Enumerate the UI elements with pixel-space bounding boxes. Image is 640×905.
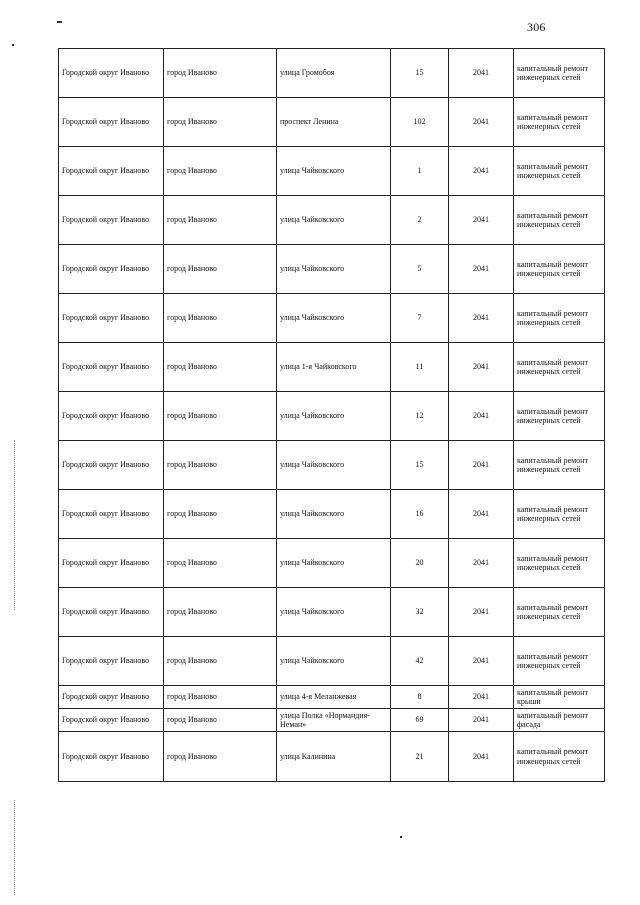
table-row — [59, 686, 605, 709]
street-cell: проспект Ленина — [277, 98, 391, 147]
year-cell: 2041 — [449, 294, 514, 343]
scan-margin-line — [14, 440, 16, 610]
work-type-cell: капитальный ремонт инженерных сетей — [514, 196, 605, 245]
house-number-cell: 1 — [391, 147, 449, 196]
year-cell: 2041 — [449, 441, 514, 490]
city-cell: город Иваново — [164, 490, 277, 539]
table-row — [59, 637, 605, 686]
year-cell: 2041 — [449, 98, 514, 147]
work-type-cell: капитальный ремонт инженерных сетей — [514, 294, 605, 343]
house-number-cell: 7 — [391, 294, 449, 343]
scan-speck — [12, 44, 14, 46]
year-cell: 2041 — [449, 343, 514, 392]
street-cell: улица Чайковского — [277, 441, 391, 490]
work-type-cell: капитальный ремонт инженерных сетей — [514, 147, 605, 196]
scan-speck — [57, 21, 62, 23]
work-type-cell: капитальный ремонт инженерных сетей — [514, 392, 605, 441]
house-number-cell: 5 — [391, 245, 449, 294]
table-row — [59, 709, 605, 732]
year-cell: 2041 — [449, 732, 514, 782]
house-number-cell: 102 — [391, 98, 449, 147]
district-cell: Городской округ Иваново — [59, 294, 164, 343]
street-cell: улица Чайковского — [277, 294, 391, 343]
district-cell: Городской округ Иваново — [59, 637, 164, 686]
street-cell: улица Чайковского — [277, 147, 391, 196]
house-number-cell: 16 — [391, 490, 449, 539]
year-cell: 2041 — [449, 637, 514, 686]
table-row — [59, 490, 605, 539]
work-type-cell: капитальный ремонт инженерных сетей — [514, 490, 605, 539]
city-cell: город Иваново — [164, 343, 277, 392]
year-cell: 2041 — [449, 392, 514, 441]
work-type-cell: капитальный ремонт инженерных сетей — [514, 539, 605, 588]
table-row — [59, 147, 605, 196]
district-cell: Городской округ Иваново — [59, 147, 164, 196]
street-cell: улица Чайковского — [277, 588, 391, 637]
city-cell: город Иваново — [164, 732, 277, 782]
table-row — [59, 294, 605, 343]
district-cell: Городской округ Иваново — [59, 343, 164, 392]
street-cell: улица Чайковского — [277, 637, 391, 686]
work-type-cell: капитальный ремонт инженерных сетей — [514, 343, 605, 392]
street-cell: улица Чайковского — [277, 490, 391, 539]
city-cell: город Иваново — [164, 294, 277, 343]
city-cell: город Иваново — [164, 147, 277, 196]
year-cell: 2041 — [449, 49, 514, 98]
house-number-cell: 15 — [391, 49, 449, 98]
house-number-cell: 15 — [391, 441, 449, 490]
house-number-cell: 8 — [391, 686, 449, 709]
city-cell: город Иваново — [164, 539, 277, 588]
house-number-cell: 69 — [391, 709, 449, 732]
work-type-cell: капитальный ремонт инженерных сетей — [514, 441, 605, 490]
city-cell: город Иваново — [164, 392, 277, 441]
table-row — [59, 343, 605, 392]
city-cell: город Иваново — [164, 637, 277, 686]
street-cell: улица Чайковского — [277, 539, 391, 588]
district-cell: Городской округ Иваново — [59, 709, 164, 732]
work-type-cell: капитальный ремонт инженерных сетей — [514, 49, 605, 98]
scan-margin-line — [14, 800, 16, 895]
table-row — [59, 392, 605, 441]
year-cell: 2041 — [449, 147, 514, 196]
table-row — [59, 732, 605, 782]
house-number-cell: 42 — [391, 637, 449, 686]
city-cell: город Иваново — [164, 245, 277, 294]
district-cell: Городской округ Иваново — [59, 441, 164, 490]
table-row — [59, 588, 605, 637]
city-cell: город Иваново — [164, 49, 277, 98]
year-cell: 2041 — [449, 588, 514, 637]
housing-repair-table — [58, 48, 605, 782]
work-type-cell: капитальный ремонт фасада — [514, 709, 605, 732]
house-number-cell: 21 — [391, 732, 449, 782]
year-cell: 2041 — [449, 196, 514, 245]
city-cell: город Иваново — [164, 686, 277, 709]
year-cell: 2041 — [449, 686, 514, 709]
district-cell: Городской округ Иваново — [59, 732, 164, 782]
street-cell: улица Калинина — [277, 732, 391, 782]
street-cell: улица Громобоя — [277, 49, 391, 98]
house-number-cell: 32 — [391, 588, 449, 637]
work-type-cell: капитальный ремонт инженерных сетей — [514, 732, 605, 782]
table-row — [59, 196, 605, 245]
house-number-cell: 20 — [391, 539, 449, 588]
street-cell: улица Полка «Нормандия-Неман» — [277, 709, 391, 732]
district-cell: Городской округ Иваново — [59, 196, 164, 245]
year-cell: 2041 — [449, 245, 514, 294]
house-number-cell: 12 — [391, 392, 449, 441]
street-cell: улица 1-я Чайковского — [277, 343, 391, 392]
house-number-cell: 2 — [391, 196, 449, 245]
city-cell: город Иваново — [164, 196, 277, 245]
street-cell: улица 4-я Меланжевая — [277, 686, 391, 709]
work-type-cell: капитальный ремонт инженерных сетей — [514, 245, 605, 294]
year-cell: 2041 — [449, 709, 514, 732]
district-cell: Городской округ Иваново — [59, 49, 164, 98]
district-cell: Городской округ Иваново — [59, 98, 164, 147]
district-cell: Городской округ Иваново — [59, 245, 164, 294]
house-number-cell: 11 — [391, 343, 449, 392]
city-cell: город Иваново — [164, 709, 277, 732]
district-cell: Городской округ Иваново — [59, 539, 164, 588]
district-cell: Городской округ Иваново — [59, 392, 164, 441]
table-row — [59, 441, 605, 490]
street-cell: улица Чайковского — [277, 392, 391, 441]
work-type-cell: капитальный ремонт крыши — [514, 686, 605, 709]
city-cell: город Иваново — [164, 441, 277, 490]
scan-speck — [400, 836, 402, 838]
table-row — [59, 49, 605, 98]
city-cell: город Иваново — [164, 588, 277, 637]
table-row — [59, 98, 605, 147]
city-cell: город Иваново — [164, 98, 277, 147]
district-cell: Городской округ Иваново — [59, 686, 164, 709]
district-cell: Городской округ Иваново — [59, 490, 164, 539]
work-type-cell: капитальный ремонт инженерных сетей — [514, 588, 605, 637]
year-cell: 2041 — [449, 490, 514, 539]
year-cell: 2041 — [449, 539, 514, 588]
work-type-cell: капитальный ремонт инженерных сетей — [514, 637, 605, 686]
district-cell: Городской округ Иваново — [59, 588, 164, 637]
work-type-cell: капитальный ремонт инженерных сетей — [514, 98, 605, 147]
street-cell: улица Чайковского — [277, 196, 391, 245]
street-cell: улица Чайковского — [277, 245, 391, 294]
table-row — [59, 245, 605, 294]
table-row — [59, 539, 605, 588]
page-number: 306 — [527, 20, 546, 34]
